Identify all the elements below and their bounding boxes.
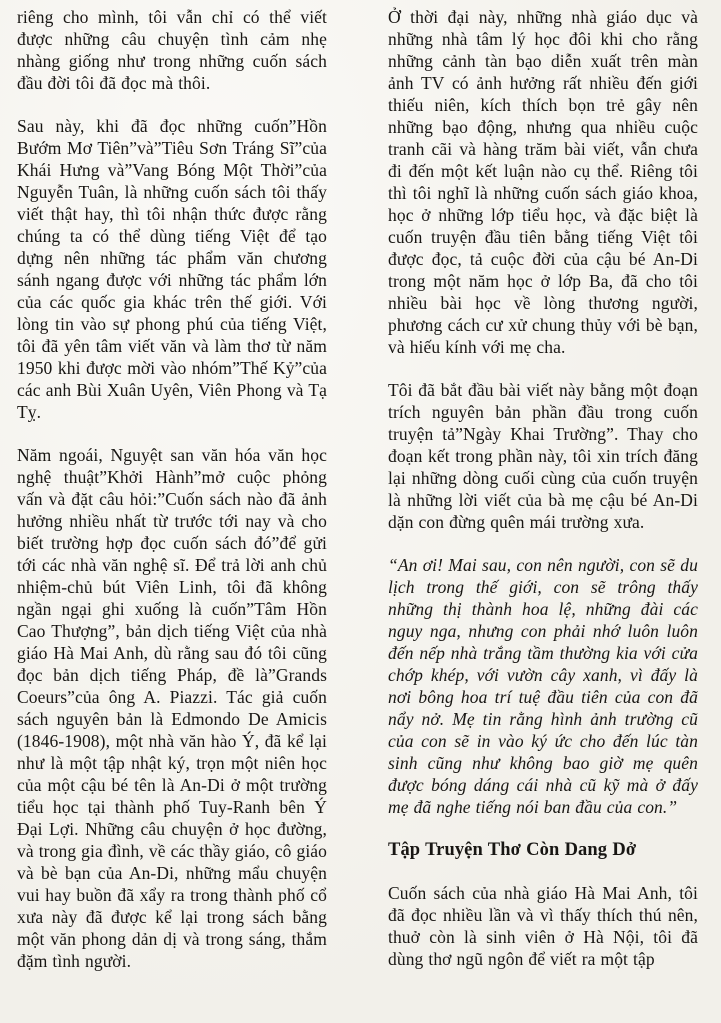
left-column (17, 6, 327, 972)
paragraph: Ở thời đại này, những nhà giáo dục và những nhà tâm lý học đôi khi cho rằng những cảnh tàn bạo diễn xuất trên màn ảnh TV có ảnh hưởng rất nhiều đến giới thiếu niên, kích thích bọn trẻ gây nên những bạo động, nhưng qua nhiều cuộc tranh cãi và hàng trăm bài viết, vẫn chưa đi đến một kết luận nào cụ thể. Riêng tôi thì tôi nghĩ là những cuốn sách giáo khoa, học ở những lớp tiểu học, và đặc biệt là cuốn truyện đầu tiên bằng tiếng Việt tôi được đọc, tả cuộc đời của cậu bé An-Di trong một năm học ở lớp Ba, đã cho tôi nhiều bài học về lòng thương người, phương cách cư xử chung thủy với bè bạn, và hiếu kính với mẹ cha. (388, 7, 698, 357)
paragraph: riêng cho mình, tôi vẫn chỉ có thể viết được những câu chuyện tình cảm nhẹ nhàng giống như trong những cuốn sách đầu đời tôi đã đọc mà thôi. (17, 7, 327, 93)
paragraph: Sau này, khi đã đọc những cuốn”Hồn Bướm Mơ Tiên”và”Tiêu Sơn Tráng Sĩ”của Khái Hưng và”Vang Bóng Một Thời”của Nguyễn Tuân, là những cuốn sách tôi thấy viết thật hay, thì tôi nhận thức được rằng chúng ta có thể dùng tiếng Việt để tạo dựng nên những tác phẩm văn chương sánh ngang được với những tác phẩm lớn của các quốc gia khác trên thế giới. Với lòng tin vào sự phong phú của tiếng Việt, tôi đã yên tâm viết văn và làm thơ từ năm 1950 khi được mời vào nhóm”Thế Kỷ”của các anh Bùi Xuân Uyên, Viên Phong và Tạ Tỵ. (17, 116, 327, 422)
right-column (388, 6, 698, 970)
paragraph: Tôi đã bắt đầu bài viết này bằng một đoạn trích nguyên bản phần đầu trong cuốn truyện tả”Ngày Khai Trường”. Thay cho đoạn kết trong phần này, tôi xin trích đăng lại những dòng cuối cùng của cuốn truyện là những lời viết của bà mẹ cậu bé An-Di dặn con đừng quên mái trường xưa. (388, 380, 698, 532)
paragraph: Cuốn sách của nhà giáo Hà Mai Anh, tôi đã đọc nhiều lần và vì thấy thích thú nên, thuở còn là sinh viên ở Hà Nội, tôi đã dùng thơ ngũ ngôn để viết ra một tập (388, 883, 698, 969)
mother-letter-quote: “An ơi! Mai sau, con nên người, con sẽ du lịch trong thế giới, con sẽ trông thấy những thị thành hoa lệ, những đài các nguy nga, nhưng con phải nhớ luôn luôn đến nếp nhà trắng tầm thường kia với cửa chớp khép, với vườn cây xanh, vì đấy là nơi bông hoa trí tuệ đầu tiên của con đã nẩy nở. Mẹ tin rằng hình ảnh trường cũ của con sẽ in vào ký ức cho đến lúc tàn sinh cũng như không bao giờ mẹ quên được bóng dáng cái nhà cũ kỹ mà ở đấy mẹ đã nghe tiếng nói ban đầu của con.” (388, 555, 698, 817)
section-heading: Tập Truyện Thơ Còn Dang Dở (388, 840, 637, 860)
paragraph: Năm ngoái, Nguyệt san văn hóa văn học nghệ thuật”Khởi Hành”mở cuộc phỏng vấn và đặt câu hỏi:”Cuốn sách nào đã ảnh hưởng nhiều nhất từ trước tới nay và cho biết trường hợp đọc cuốn sách đó”để gửi tới các nhà văn nghệ sĩ. Để trả lời anh chủ nhiệm-chủ bút Viên Linh, tôi đã không ngần ngại ghi xuống là cuốn”Tâm Hồn Cao Thượng”, bản dịch tiếng Việt của nhà giáo Hà Mai Anh, dù rằng sau đó tôi cũng đọc bản dịch tiếng Pháp, đề là”Grands Coeurs”của ông A. Piazzi. Tác giả cuốn sách nguyên bản là Edmondo De Amicis (1846-1908), một nhà văn hào Ý, đã kể lại như là một tập nhật ký, trọn một niên học của một cậu bé tên là An-Di ở một trường tiểu học tại thành phố Tuy-Ranh bên Ý Đại Lợi. Những câu chuyện ở học đường, và trong gia đình, về các thầy giáo, cô giáo và bè bạn của An-Di, những mẩu chuyện vui hay buồn đã xẩy ra trong thành phố cổ xưa này đã được kể lại trong sách bằng một văn phong dản dị và trong sáng, thắm đặm tình người. (17, 445, 327, 971)
